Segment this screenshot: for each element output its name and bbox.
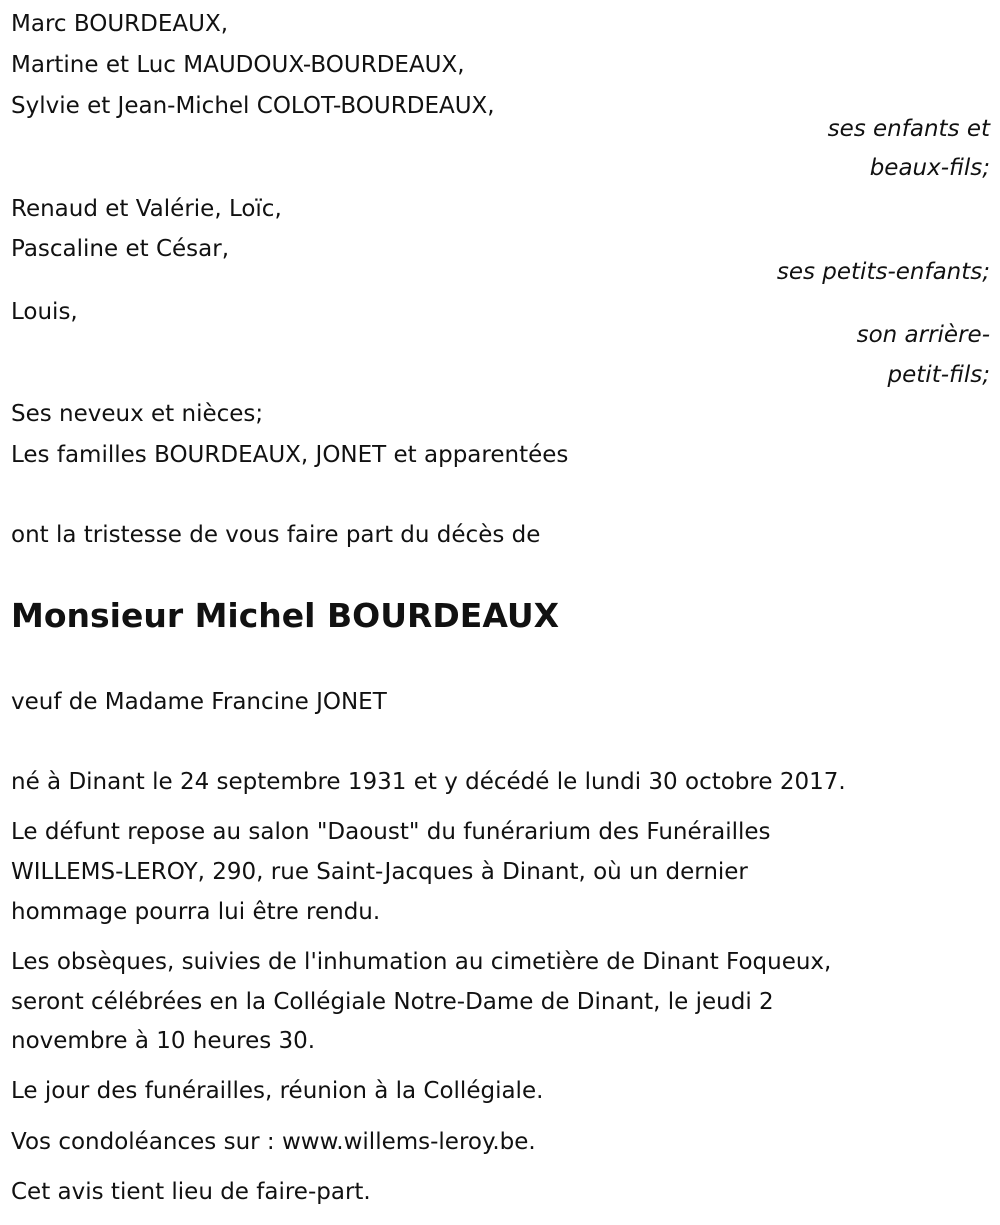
child-line-2: Martine et Luc MAUDOUX-BOURDEAUX, bbox=[11, 52, 465, 78]
children-role-line-2: beaux-fils; bbox=[869, 155, 990, 181]
repose-line-3: hommage pourra lui être rendu. bbox=[11, 899, 381, 925]
great-grandchild-role-line-1: son arrière- bbox=[856, 322, 990, 348]
notice-line: Cet avis tient lieu de faire-part. bbox=[11, 1179, 371, 1205]
repose-line-2: WILLEMS-LEROY, 290, rue Saint-Jacques à Dinant, où un dernier bbox=[11, 859, 748, 885]
child-line-1: Marc BOURDEAUX, bbox=[11, 11, 229, 37]
condolences-info: Vos condoléances sur : www.willems-leroy.be. bbox=[11, 1129, 536, 1155]
funeral-line-2: seront célébrées en la Collégiale Notre-Dame de Dinant, le jeudi 2 bbox=[11, 989, 774, 1015]
grandchild-line-2: Pascaline et César, bbox=[11, 236, 230, 262]
grandchild-line-1: Renaud et Valérie, Loïc, bbox=[11, 196, 282, 222]
announcement: ont la tristesse de vous faire part du décès de bbox=[11, 522, 541, 548]
repose-line-1: Le défunt repose au salon "Daoust" du funérarium des Funérailles bbox=[11, 819, 771, 845]
children-role-line-1: ses enfants et bbox=[827, 116, 990, 142]
grandchildren-role: ses petits-enfants; bbox=[776, 259, 990, 285]
widower-line: veuf de Madame Francine JONET bbox=[11, 689, 387, 715]
deceased-name: Monsieur Michel BOURDEAUX bbox=[11, 596, 560, 635]
related-families: Les familles BOURDEAUX, JONET et apparentées bbox=[11, 442, 569, 468]
child-line-3: Sylvie et Jean-Michel COLOT-BOURDEAUX, bbox=[11, 93, 495, 119]
birth-death: né à Dinant le 24 septembre 1931 et y décédé le lundi 30 octobre 2017. bbox=[11, 769, 846, 795]
nephews-nieces: Ses neveux et nièces; bbox=[11, 401, 264, 427]
funeral-line-3: novembre à 10 heures 30. bbox=[11, 1028, 316, 1054]
great-grandchild-role-line-2: petit-fils; bbox=[887, 362, 990, 388]
funeral-line-1: Les obsèques, suivies de l'inhumation au cimetière de Dinant Foqueux, bbox=[11, 949, 832, 975]
great-grandchild: Louis, bbox=[11, 299, 78, 325]
meeting-info: Le jour des funérailles, réunion à la Collégiale. bbox=[11, 1078, 544, 1104]
